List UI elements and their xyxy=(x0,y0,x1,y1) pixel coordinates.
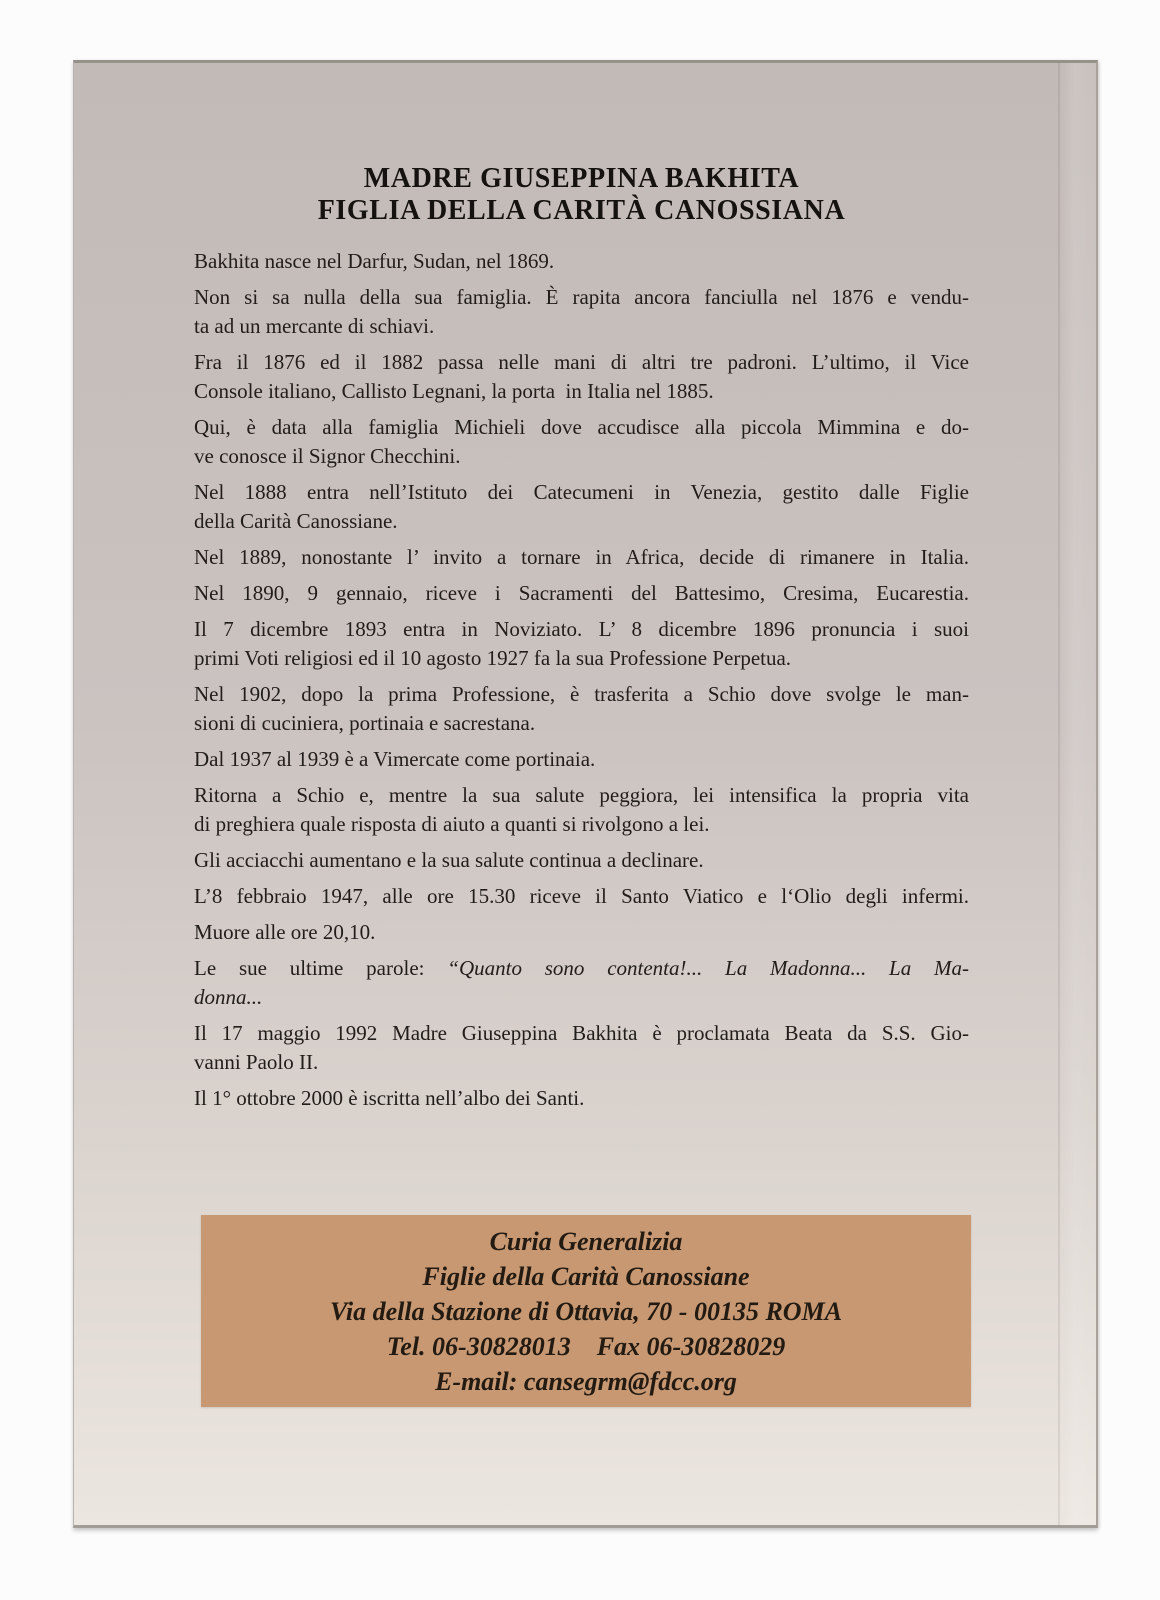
text-line xyxy=(194,543,969,572)
text-line xyxy=(194,478,969,507)
paragraph xyxy=(194,283,969,341)
text-segment: della Carità Canossiane. xyxy=(194,509,398,533)
text-line xyxy=(194,348,969,377)
address-line: Via della Stazione di Ottavia, 70 - 00135 ROMA xyxy=(329,1297,843,1326)
text-segment: Nel 1889, nonostante l’ invito a tornare in Africa, decide di rimanere in Italia. xyxy=(194,545,969,569)
text-line xyxy=(194,283,969,312)
text-line xyxy=(194,983,969,1012)
title-line-2: FIGLIA DELLA CARITÀ CANOSSIANA xyxy=(317,195,846,226)
text-line xyxy=(194,1084,969,1113)
paragraph xyxy=(194,882,969,911)
text-segment: “Quanto sono contenta!... La Madonna... La Ma- xyxy=(447,956,969,980)
paragraph xyxy=(194,247,969,276)
text-line xyxy=(194,507,969,536)
text-segment: L’8 febbraio 1947, alle ore 15.30 riceve il Santo Viatico e l‘Olio degli infermi. xyxy=(194,884,969,908)
text-line xyxy=(194,442,969,471)
text-segment: Dal 1937 al 1939 è a Vimercate come portinaia. xyxy=(194,747,596,771)
paragraph xyxy=(194,1019,969,1077)
text-segment: vanni Paolo II. xyxy=(194,1050,319,1074)
address-line: E-mail: cansegrm@fdcc.org xyxy=(435,1367,737,1396)
text-line xyxy=(194,781,969,810)
text-segment: Muore alle ore 20,10. xyxy=(194,920,376,944)
text-line xyxy=(194,1019,969,1048)
title-line-1: MADRE GIUSEPPINA BAKHITA xyxy=(363,163,800,194)
text-segment: Le sue ultime parole: xyxy=(194,956,448,980)
text-line xyxy=(194,1048,969,1077)
paragraph xyxy=(194,615,969,673)
paragraph xyxy=(194,543,969,572)
address-line: Figlie della Carità Canossiane xyxy=(422,1262,750,1291)
address-line: Curia Generalizia xyxy=(489,1227,683,1256)
text-line xyxy=(194,413,969,442)
text-line xyxy=(194,615,969,644)
paragraph xyxy=(194,918,969,947)
text-line xyxy=(194,644,969,673)
text-line xyxy=(194,810,969,839)
text-line xyxy=(194,882,969,911)
text-line xyxy=(194,247,969,276)
paragraph xyxy=(194,478,969,536)
text-segment: Nel 1890, 9 gennaio, riceve i Sacramenti del Battesimo, Cresima, Eucarestia. xyxy=(194,581,969,605)
cover-content xyxy=(194,163,969,1120)
text-segment: ta ad un mercante di schiavi. xyxy=(194,314,435,338)
text-segment: primi Voti religiosi ed il 10 agosto 1927 fa la sua Professione Perpetua. xyxy=(194,646,792,670)
text-segment: donna... xyxy=(194,985,263,1009)
paragraph xyxy=(194,846,969,875)
text-segment: Il 17 maggio 1992 Madre Giuseppina Bakhita è proclamata Beata da S.S. Gio- xyxy=(194,1021,969,1045)
paragraph xyxy=(194,745,969,774)
paragraph xyxy=(194,413,969,471)
body-paragraphs xyxy=(194,247,969,1113)
text-segment: Nel 1902, dopo la prima Professione, è trasferita a Schio dove svolge le man- xyxy=(194,682,969,706)
book-back-cover xyxy=(73,60,1098,1528)
text-segment: Fra il 1876 ed il 1882 passa nelle mani di altri tre padroni. L’ultimo, il Vice xyxy=(194,350,969,374)
text-line xyxy=(194,709,969,738)
text-line xyxy=(194,680,969,709)
text-line xyxy=(194,954,969,983)
text-line xyxy=(194,579,969,608)
text-segment: Ritorna a Schio e, mentre la sua salute peggiora, lei intensifica la propria vita xyxy=(194,783,969,807)
paragraph xyxy=(194,954,969,1012)
address-box xyxy=(201,1215,971,1407)
spine-crease-line xyxy=(1058,63,1060,1525)
paragraph xyxy=(194,1084,969,1113)
text-line xyxy=(194,918,969,947)
page-fore-edge xyxy=(1060,63,1096,1525)
paragraph xyxy=(194,579,969,608)
paragraph xyxy=(194,680,969,738)
paragraph xyxy=(194,348,969,406)
text-line xyxy=(194,312,969,341)
text-line xyxy=(194,377,969,406)
cover-title xyxy=(194,163,969,227)
text-line xyxy=(194,745,969,774)
text-line xyxy=(194,846,969,875)
text-segment: Console italiano, Callisto Legnani, la porta in Italia nel 1885. xyxy=(194,379,714,403)
text-segment: Il 7 dicembre 1893 entra in Noviziato. L’ 8 dicembre 1896 pronuncia i suoi xyxy=(194,617,969,641)
text-segment: Gli acciacchi aumentano e la sua salute continua a declinare. xyxy=(194,848,704,872)
text-segment: ve conosce il Signor Checchini. xyxy=(194,444,461,468)
paragraph xyxy=(194,781,969,839)
address-line: Tel. 06-30828013 Fax 06-30828029 xyxy=(386,1332,786,1361)
text-segment: Il 1° ottobre 2000 è iscritta nell’albo dei Santi. xyxy=(194,1086,585,1110)
text-segment: Non si sa nulla della sua famiglia. È rapita ancora fanciulla nel 1876 e vendu- xyxy=(194,285,969,309)
text-segment: di preghiera quale risposta di aiuto a quanti si rivolgono a lei. xyxy=(194,812,710,836)
text-segment: Qui, è data alla famiglia Michieli dove accudisce alla piccola Mimmina e do- xyxy=(194,415,969,439)
text-segment: Nel 1888 entra nell’Istituto dei Catecumeni in Venezia, gestito dalle Figlie xyxy=(194,480,969,504)
text-segment: Bakhita nasce nel Darfur, Sudan, nel 1869. xyxy=(194,249,555,273)
text-segment: sioni di cuciniera, portinaia e sacrestana. xyxy=(194,711,536,735)
